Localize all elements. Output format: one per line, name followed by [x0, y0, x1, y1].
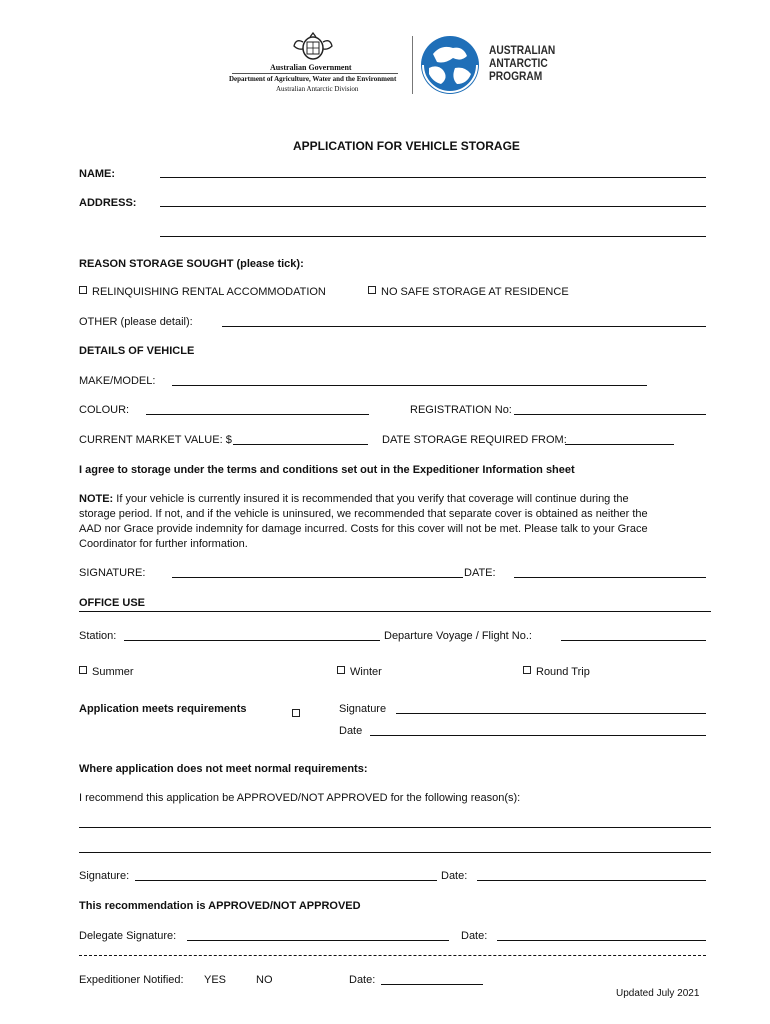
address-field-line-1[interactable] — [160, 206, 706, 207]
office-date-label: Date — [339, 725, 363, 737]
note-line-2: storage period. If not, and if the vehicle is uninsured, we recommended that separate cover is obtained as neither the — [79, 508, 648, 520]
recommender-date-label: Date: — [441, 870, 468, 882]
program-name-2: ANTARCTIC — [489, 56, 548, 70]
recommender-signature-field[interactable] — [135, 880, 437, 881]
office-use-divider — [79, 611, 711, 612]
office-date-field[interactable] — [370, 735, 706, 736]
program-name-1: AUSTRALIAN — [489, 43, 556, 57]
notified-no[interactable]: NO — [256, 974, 273, 986]
form-title: APPLICATION FOR VEHICLE STORAGE — [293, 139, 520, 153]
checkbox-icon[interactable] — [368, 286, 376, 294]
date-storage-label: DATE STORAGE REQUIRED FROM: — [382, 434, 567, 446]
not-meet-heading: Where application does not meet normal requirements: — [79, 763, 368, 775]
gov-title: Australian Government — [270, 63, 352, 72]
notified-label: Expeditioner Notified: — [79, 974, 184, 986]
recommender-date-field[interactable] — [477, 880, 706, 881]
make-field[interactable] — [172, 385, 647, 386]
delegate-signature-field[interactable] — [187, 940, 449, 941]
departure-field[interactable] — [561, 640, 706, 641]
recommendation-status: This recommendation is APPROVED/NOT APPROVED — [79, 900, 361, 912]
government-crest — [290, 32, 336, 62]
signature-field[interactable] — [172, 577, 463, 578]
date-label: DATE: — [464, 567, 496, 579]
season-round-trip[interactable] — [523, 666, 590, 678]
meets-requirements-label: Application meets requirements — [79, 703, 247, 715]
header-divider — [412, 36, 413, 94]
date-storage-field[interactable] — [565, 444, 674, 445]
meets-requirements-checkbox[interactable] — [292, 705, 305, 723]
reason-option-label: RELINQUISHING RENTAL ACCOMMODATION — [92, 286, 326, 298]
address-label: ADDRESS: — [79, 197, 137, 209]
departure-label: Departure Voyage / Flight No.: — [384, 630, 532, 642]
recommender-signature-label: Signature: — [79, 870, 130, 882]
note-text: If your vehicle is currently insured it is recommended that you verify that coverage will continue during the — [113, 493, 629, 505]
reason-option-relinquishing[interactable] — [79, 286, 326, 298]
gov-divider — [232, 73, 398, 74]
signature-label: SIGNATURE: — [79, 567, 146, 579]
gov-division: Australian Antarctic Division — [276, 85, 359, 93]
note-line-4: Coordinator for further information. — [79, 538, 248, 550]
value-field[interactable] — [233, 444, 368, 445]
other-field[interactable] — [222, 326, 706, 327]
checkbox-icon[interactable] — [79, 666, 87, 674]
reason-field-line-1[interactable] — [79, 827, 711, 828]
office-use-heading: OFFICE USE — [79, 597, 146, 609]
address-field-line-2[interactable] — [160, 236, 706, 237]
notified-date-label: Date: — [349, 974, 376, 986]
round-trip-label: Round Trip — [536, 666, 590, 678]
office-signature-field[interactable] — [396, 713, 706, 714]
colour-field[interactable] — [146, 414, 369, 415]
office-signature-label: Signature — [339, 703, 387, 715]
date-field[interactable] — [514, 577, 706, 578]
delegate-date-label: Date: — [461, 930, 488, 942]
checkbox-icon[interactable] — [79, 286, 87, 294]
checkbox-icon[interactable] — [523, 666, 531, 674]
checkbox-icon[interactable] — [292, 709, 300, 717]
make-label: MAKE/MODEL: — [79, 375, 156, 387]
recommend-text: I recommend this application be APPROVED/NOT APPROVED for the following reason(s): — [79, 792, 521, 804]
station-label: Station: — [79, 630, 117, 642]
name-field[interactable] — [160, 177, 706, 178]
value-label: CURRENT MARKET VALUE: $ — [79, 434, 232, 446]
winter-label: Winter — [350, 666, 382, 678]
season-winter[interactable] — [337, 666, 382, 678]
name-label: NAME: — [79, 168, 116, 180]
reason-option-label: NO SAFE STORAGE AT RESIDENCE — [381, 286, 569, 298]
rego-label: REGISTRATION No: — [410, 404, 512, 416]
antarctic-program-globe-icon — [419, 34, 481, 96]
updated-date: Updated July 2021 — [616, 988, 700, 999]
reason-option-no-safe-storage[interactable] — [368, 286, 569, 298]
colour-label: COLOUR: — [79, 404, 130, 416]
reason-heading: REASON STORAGE SOUGHT (please tick): — [79, 258, 304, 270]
agreement-text: I agree to storage under the terms and conditions set out in the Expeditioner Information sheet — [79, 464, 575, 476]
vehicle-heading: DETAILS OF VEHICLE — [79, 345, 195, 357]
rego-field[interactable] — [514, 414, 706, 415]
other-label: OTHER (please detail): — [79, 316, 193, 328]
program-name-3: PROGRAM — [489, 69, 543, 83]
note-label: NOTE: — [79, 493, 114, 505]
gov-department: Department of Agriculture, Water and the Environment — [229, 75, 397, 83]
reason-field-line-2[interactable] — [79, 852, 711, 853]
summer-label: Summer — [92, 666, 134, 678]
notified-date-field[interactable] — [381, 984, 483, 985]
checkbox-icon[interactable] — [337, 666, 345, 674]
notified-yes[interactable]: YES — [204, 974, 227, 986]
station-field[interactable] — [124, 640, 380, 641]
delegate-signature-label: Delegate Signature: — [79, 930, 177, 942]
note-line-1 — [79, 493, 711, 505]
season-summer[interactable] — [79, 666, 134, 678]
separator-line — [79, 955, 706, 956]
note-line-3: AAD nor Grace provide indemnity for damage incurred. Costs for this cover will not be met. Please talk to your Grace — [79, 523, 648, 535]
delegate-date-field[interactable] — [497, 940, 706, 941]
